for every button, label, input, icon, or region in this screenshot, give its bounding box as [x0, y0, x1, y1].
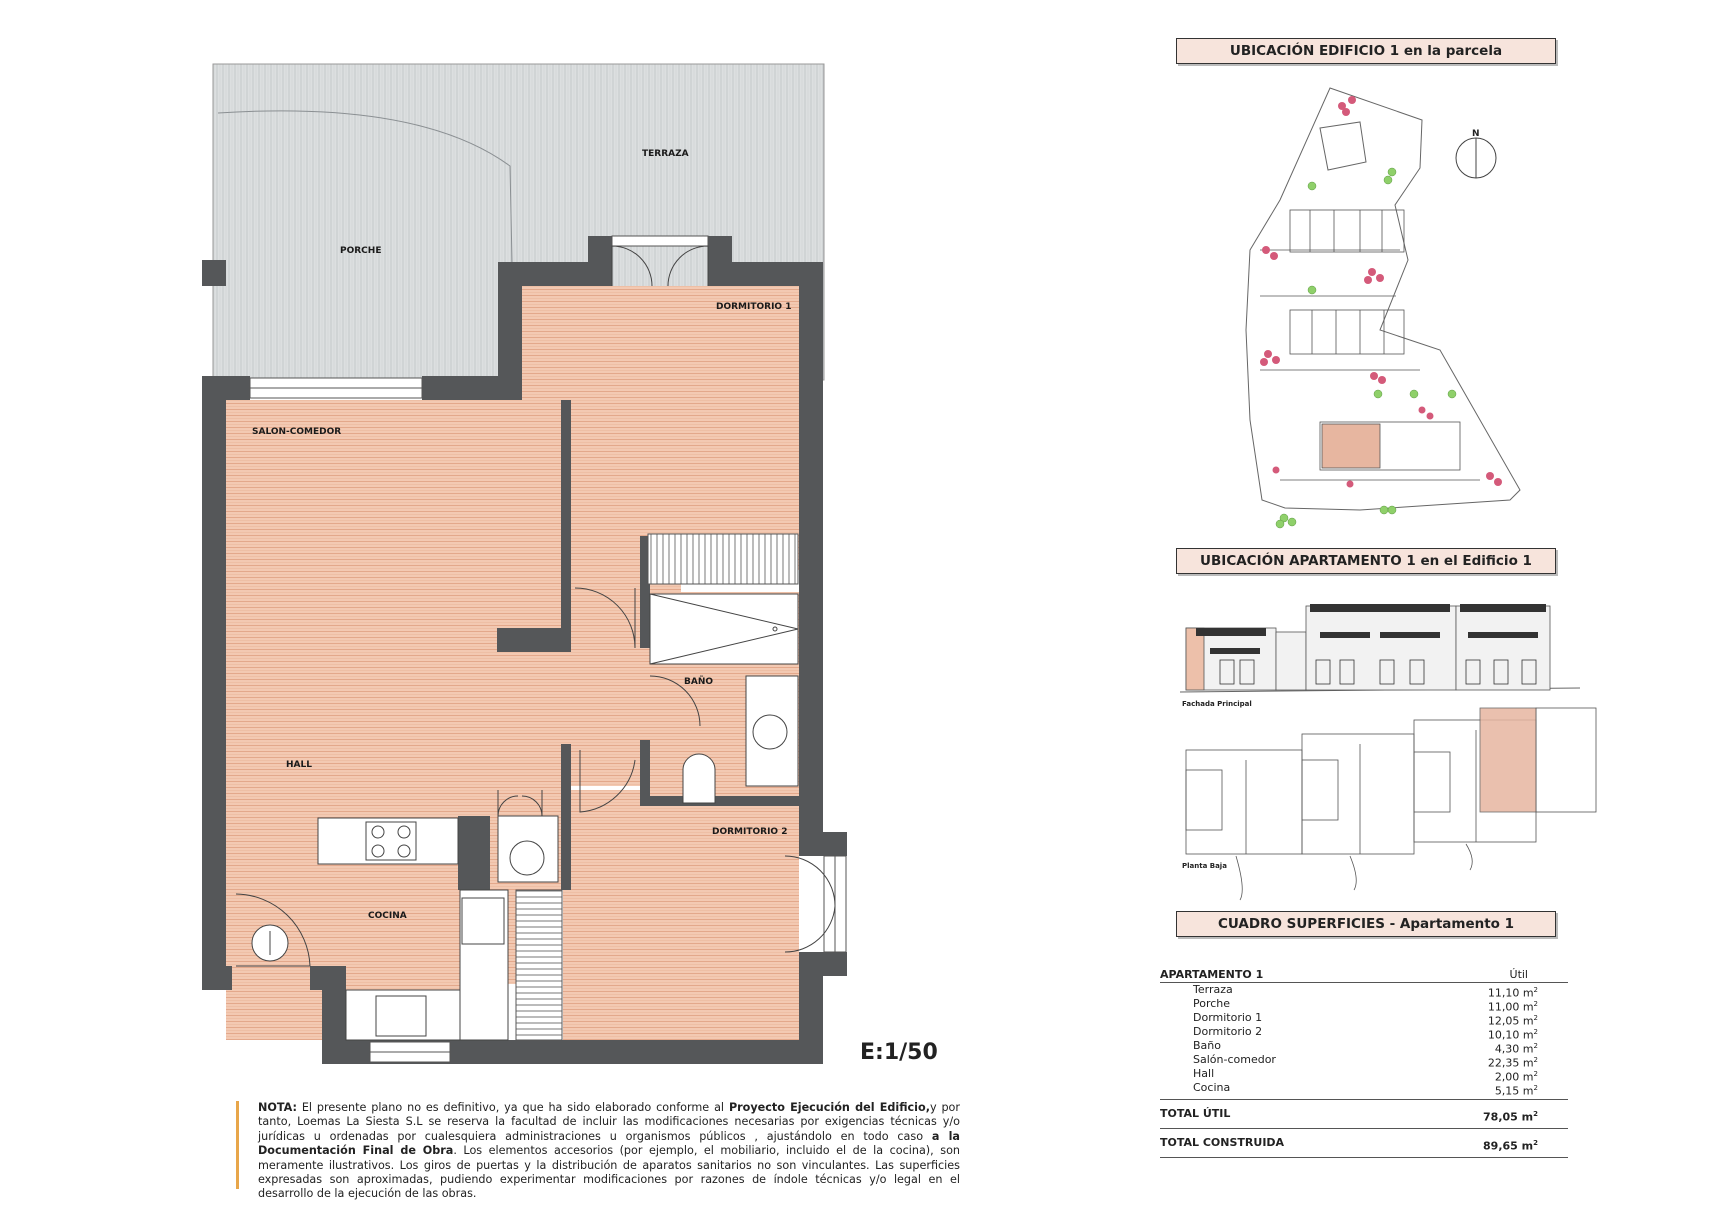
row-value: 22,35 $m^2$ — [1487, 1056, 1538, 1070]
label-salon: SALON-COMEDOR — [252, 427, 342, 437]
row-name: Dormitorio 2 — [1193, 1025, 1263, 1038]
planta-label: Planta Baja — [1182, 862, 1227, 870]
table-row — [1160, 1039, 1568, 1056]
stairs-lower — [516, 890, 562, 1040]
row-name: Porche — [1193, 997, 1231, 1010]
table-row — [1160, 1011, 1568, 1028]
table-row — [1160, 997, 1568, 1014]
total-construida-label: TOTAL CONSTRUIDA — [1160, 1136, 1285, 1149]
row-name: Salón-comedor — [1193, 1053, 1276, 1066]
row-name: Terraza — [1193, 983, 1233, 996]
row-name: Cocina — [1193, 1081, 1231, 1094]
row-name: Hall — [1193, 1067, 1215, 1080]
total-construida-row — [1160, 1128, 1568, 1158]
building-elevation — [1180, 604, 1580, 708]
total-construida-value: 89,65 $m^2$ — [1483, 1139, 1538, 1153]
table-row — [1160, 1067, 1568, 1084]
label-dormitorio2: DORMITORIO 2 — [712, 827, 788, 837]
note-bold-1: Proyecto Ejecución del Edificio, — [728, 1101, 930, 1114]
note-bold-2: a la Documentación Final de Obra — [258, 1129, 960, 1158]
row-value: 12,05 $m^2$ — [1487, 1014, 1538, 1028]
keyplan-highlight — [1480, 708, 1536, 812]
table-row — [1160, 983, 1568, 1000]
note-part-1: El presente plano no es definitivo, ya que ha sido elaborado conforme al — [296, 1101, 729, 1114]
site-plan — [1246, 88, 1520, 528]
row-name: Dormitorio 1 — [1193, 1011, 1263, 1024]
north-label: N — [1472, 129, 1480, 139]
label-dormitorio1: DORMITORIO 1 — [716, 302, 792, 312]
banner-ubicacion-edificio: UBICACIÓN EDIFICIO 1 en la parcela — [1176, 38, 1556, 64]
note-lead: NOTA: — [258, 1101, 297, 1114]
scale-label: E:1/50 — [860, 1040, 938, 1065]
table-row — [1160, 1081, 1568, 1098]
note-part-2: y por tanto, Loemas La Siesta S.L se reserva la facultad de incluir las modificaciones necesarias por exigencias técnicas y/o jurídicas u ordenadas por cualesquiera administraciones u organismos públicos , ajustándolo en todo caso — [258, 1101, 961, 1143]
label-cocina: COCINA — [368, 911, 407, 921]
row-name: Baño — [1193, 1039, 1221, 1052]
table-row — [1160, 1025, 1568, 1042]
total-util-value: 78,05 $m^2$ — [1483, 1110, 1538, 1124]
row-value: 4,30 $m^2$ — [1494, 1042, 1538, 1056]
label-porche: PORCHE — [340, 246, 382, 256]
row-value: 2,00 $m^2$ — [1494, 1070, 1538, 1084]
surfaces-header — [1160, 968, 1568, 983]
note-part-3: . Los elementos accesorios (por ejemplo, el mobiliario, incluido el de la cocina), son meramente ilustrativos. Los giros de puertas y la distribución de aparatos sanitarios no son vinculantes. Las superficies expresadas son aproximadas, pudiendo experimentar modificaciones por razones de índole técnicas y/o legal en el desarrollo de la ejecución de las obras. — [258, 1144, 961, 1201]
banner-ubicacion-apartamento: UBICACIÓN APARTAMENTO 1 en el Edificio 1 — [1176, 548, 1556, 574]
label-bano: BAÑO — [684, 677, 714, 687]
total-util-label: TOTAL ÚTIL — [1160, 1107, 1231, 1120]
stairs-upper — [648, 534, 798, 584]
surfaces-table — [1160, 968, 1568, 1158]
surfaces-unit-header: Útil — [1509, 968, 1528, 981]
row-value: 11,10 $m^2$ — [1487, 986, 1538, 1000]
total-util-row — [1160, 1099, 1568, 1128]
row-value: 11,00 $m^2$ — [1487, 1000, 1538, 1014]
label-hall: HALL — [286, 760, 312, 770]
label-terraza: TERRAZA — [642, 149, 689, 159]
fachada-label: Fachada Principal — [1182, 700, 1252, 708]
row-value: 5,15 $m^2$ — [1494, 1084, 1538, 1098]
surfaces-title: APARTAMENTO 1 — [1160, 968, 1264, 981]
disclaimer-note — [258, 1101, 960, 1202]
banner-cuadro-superficies: CUADRO SUPERFICIES - Apartamento 1 — [1176, 911, 1556, 937]
row-value: 10,10 $m^2$ — [1487, 1028, 1538, 1042]
note-accent-bar — [236, 1101, 239, 1189]
table-row — [1160, 1053, 1568, 1070]
